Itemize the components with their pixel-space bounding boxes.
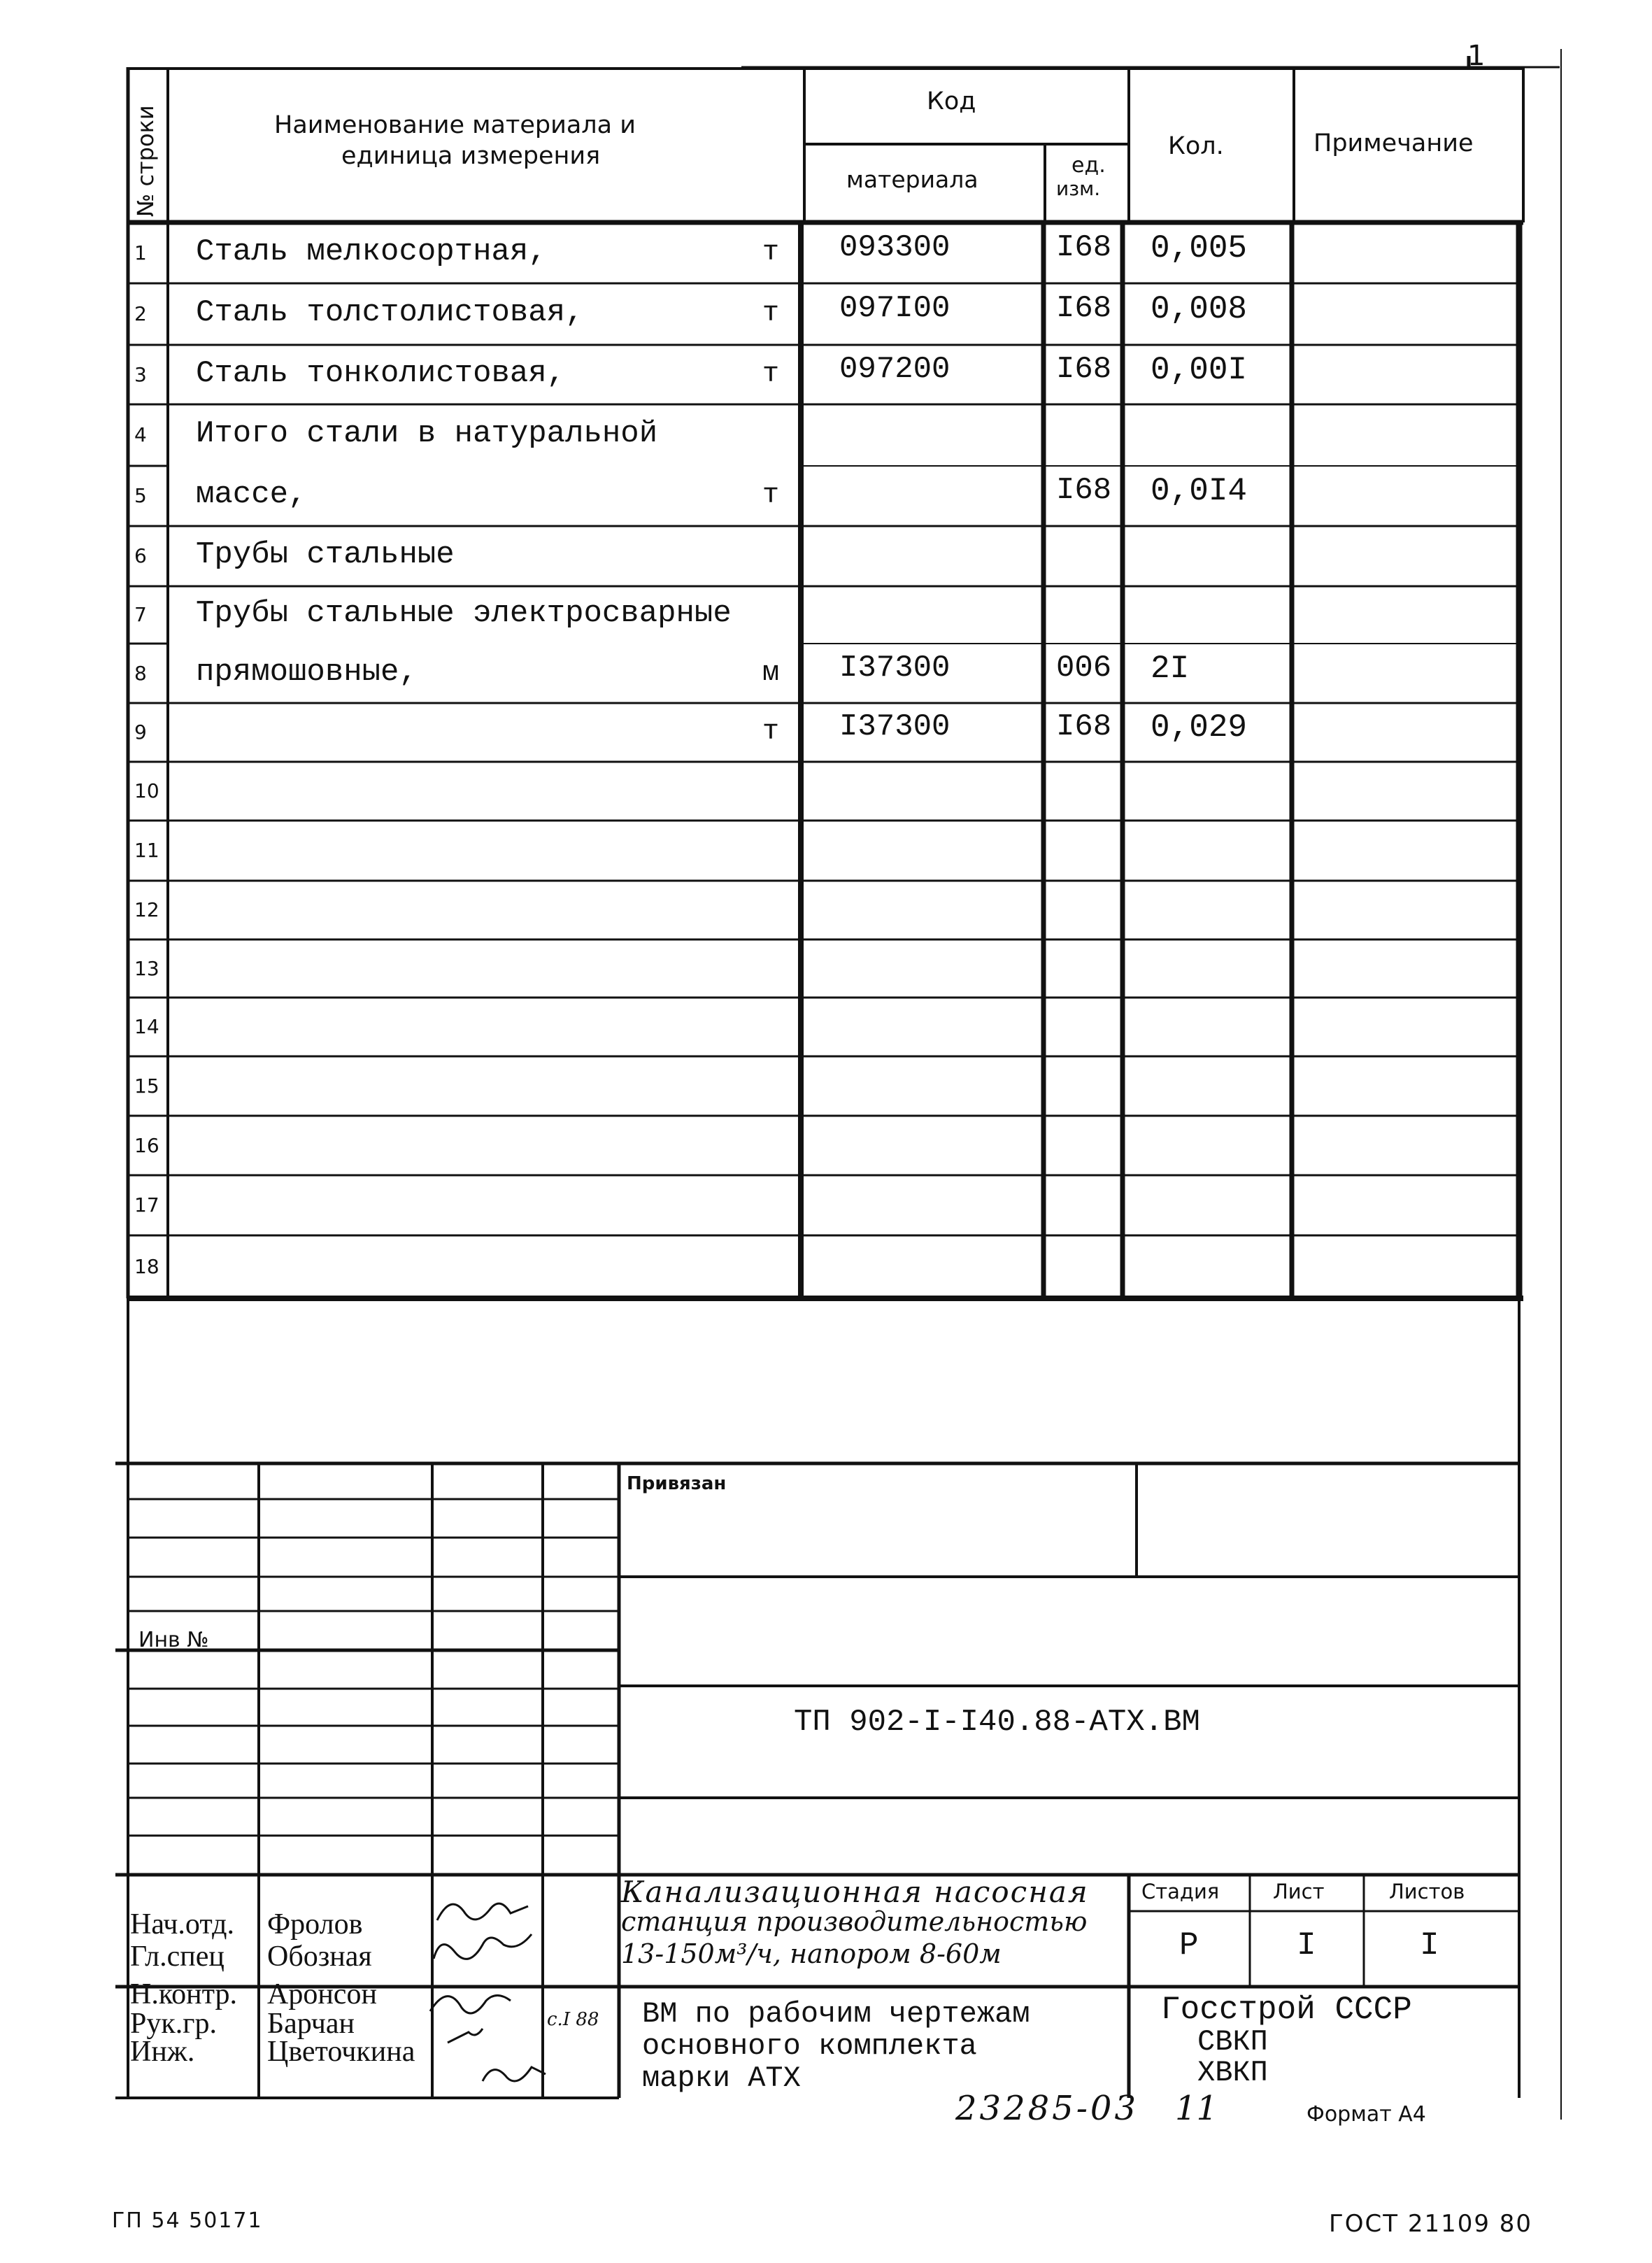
organization-line1: Госстрой СССР <box>1161 1992 1412 2028</box>
material-name: Трубы стальные <box>196 537 455 572</box>
unit-code: I68 <box>1056 230 1112 265</box>
signer-role: Н.контр. <box>130 1978 237 2010</box>
inventory-number-label: Инв № <box>138 1628 209 1652</box>
organization-line3: ХВКП <box>1197 2056 1268 2090</box>
row-number: 1 <box>134 241 147 264</box>
signer-role: Гл.спец <box>130 1941 225 1973</box>
left-code: ГП 54 50171 <box>112 2208 263 2233</box>
signer-name: Цветочкина <box>267 2036 415 2068</box>
row-number: 9 <box>134 721 147 744</box>
unit-symbol: т <box>762 359 780 390</box>
organization-line2: СВКП <box>1197 2025 1268 2059</box>
quantity: 0,008 <box>1151 291 1248 327</box>
note-header: Примечание <box>1313 129 1474 157</box>
material-code: 097I00 <box>839 291 950 326</box>
project-title-line2: станция производительностью <box>621 1906 1088 1937</box>
project-title-line3: 13-150м³/ч, напором 8-60м <box>621 1938 1002 1969</box>
row-number: 16 <box>134 1134 159 1157</box>
unit-code: I68 <box>1056 473 1112 508</box>
material-code: 097200 <box>839 352 950 387</box>
quantity: 0,00I <box>1151 352 1248 388</box>
signer-name: Барчан <box>267 2008 355 2040</box>
row-number: 12 <box>134 898 159 921</box>
signer-name: Фролов <box>267 1908 363 1941</box>
row-number: 10 <box>134 779 159 802</box>
row-number: 8 <box>134 662 147 685</box>
signer-role: Нач.отд. <box>130 1908 235 1941</box>
row-number: 11 <box>134 839 159 862</box>
row-number: 2 <box>134 302 147 325</box>
sign-date: c.I 88 <box>547 2009 599 2030</box>
material-name: Сталь толстолистовая, <box>196 295 584 330</box>
page-mark: 1 <box>1467 40 1486 72</box>
row-number: 6 <box>134 544 147 567</box>
material-name: прямошовные, <box>196 655 418 690</box>
quantity: 0,005 <box>1151 230 1248 267</box>
unit-code: I68 <box>1056 352 1112 387</box>
unit-symbol: т <box>762 298 780 329</box>
signer-name: Обозная <box>267 1941 372 1973</box>
row-number: 15 <box>134 1074 159 1098</box>
row-number: 3 <box>134 363 147 386</box>
material-code: I37300 <box>839 709 950 744</box>
unit-code: I68 <box>1056 709 1112 744</box>
material-code: 093300 <box>839 230 950 265</box>
quantity-header: Кол. <box>1168 132 1224 160</box>
quantity: 0,0I4 <box>1151 473 1248 509</box>
row-number: 5 <box>134 484 147 507</box>
unit-symbol: м <box>762 658 780 689</box>
row-number: 14 <box>134 1015 159 1038</box>
sheet-label: Лист <box>1273 1880 1325 1903</box>
archive-page: 11 <box>1175 2089 1218 2128</box>
row-number-header: № строки <box>132 105 159 217</box>
material-name: Сталь тонколистовая, <box>196 356 566 391</box>
doc-title-line1: ВМ по рабочим чертежам <box>642 1997 1030 2031</box>
unit-symbol: т <box>762 716 780 748</box>
name-header-line1: Наименование материала и <box>274 111 636 139</box>
signer-role: Рук.гр. <box>130 2008 217 2040</box>
material-name: массе, <box>196 477 307 512</box>
unit-code: 006 <box>1056 651 1112 686</box>
row-number: 7 <box>134 603 147 626</box>
unit-symbol: т <box>762 237 780 269</box>
signer-name: Аронсон <box>267 1978 377 2010</box>
signatures <box>430 1903 546 2081</box>
doc-title-line2: основного комплекта <box>642 2029 977 2063</box>
row-number: 18 <box>134 1255 159 1278</box>
archive-number: 23285-03 <box>955 2089 1139 2128</box>
unit-code: I68 <box>1056 291 1112 326</box>
material-code: I37300 <box>839 651 950 686</box>
doc-title-line3: марки АТХ <box>642 2062 801 2095</box>
name-header-line2: единица измерения <box>341 142 601 170</box>
material-name: Трубы стальные электросварные <box>196 596 732 631</box>
privyazan-label: Привязан <box>627 1473 727 1494</box>
material-name: Сталь мелкосортная, <box>196 234 547 269</box>
sheet-value: I <box>1297 1927 1316 1964</box>
stage-value: Р <box>1179 1927 1199 1964</box>
material-name: Итого стали в натуральной <box>196 416 658 451</box>
project-title-line1: Канализационная насосная <box>621 1875 1089 1909</box>
document-code: ТП 902-I-I40.88-АТХ.ВМ <box>794 1705 1200 1740</box>
unit-symbol: т <box>762 480 780 511</box>
row-number: 13 <box>134 957 159 980</box>
gost-label: ГОСТ 21109 80 <box>1329 2210 1533 2238</box>
unit-header-line1: ед. <box>1071 153 1106 178</box>
sheets-count-label: Листов <box>1389 1880 1465 1903</box>
code-header: Код <box>927 87 976 115</box>
material-code-header: материала <box>846 166 978 193</box>
quantity: 2I <box>1151 651 1190 687</box>
row-number: 17 <box>134 1193 159 1216</box>
signer-role: Инж. <box>130 2036 195 2068</box>
format-label: Формат А4 <box>1306 2102 1426 2127</box>
quantity: 0,029 <box>1151 709 1248 746</box>
sheets-count-value: I <box>1420 1927 1439 1964</box>
stage-label: Стадия <box>1141 1880 1220 1903</box>
unit-header-line2: изм. <box>1056 177 1101 200</box>
row-number: 4 <box>134 423 147 446</box>
